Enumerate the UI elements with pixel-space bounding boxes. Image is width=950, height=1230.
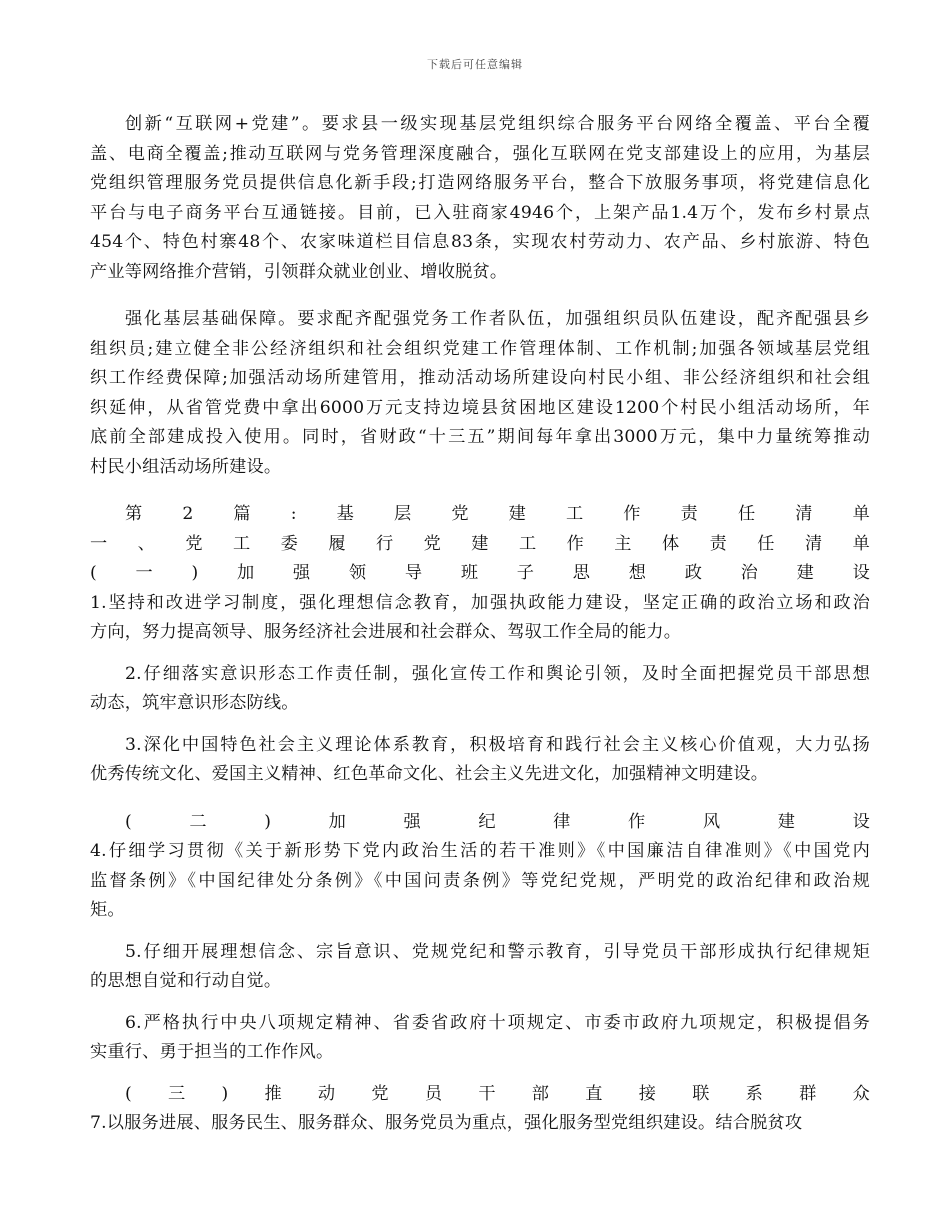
text-line: (二)加强纪律作风建设: [125, 811, 870, 832]
paragraph: [90, 808, 870, 926]
text-line: 创新“互联网+党建”。要求县一级实现基层党组织综合服务平台网络全覆盖、平台全覆: [125, 114, 870, 134]
text-line: 织工作经费保障;加强活动场所建管用，推动活动场所建设向村民小组、非公经济组织和社会组: [90, 368, 870, 388]
text-line: 1.坚持和改进学习制度，强化理想信念教育，加强执政能力建设，坚定正确的政治立场和政治: [90, 592, 870, 613]
paragraph: [90, 500, 870, 648]
text-line: 党组织管理服务党员提供信息化新手段;打造网络服务平台，整合下放服务事项，将党建信息化: [90, 173, 870, 193]
text-line: 3.深化中国特色社会主义理论体系教育，积极培育和践行社会主义核心价值观，大力弘扬: [125, 734, 870, 755]
text-line: 织延伸，从省管党费中拿出6000万元支持边境县贫困地区建设1200个村民小组活动场所，年: [90, 397, 870, 418]
text-line: 4.仔细学习贯彻《关于新形势下党内政治生活的若干准则》《中国廉洁自律准则》《中国党内: [90, 841, 870, 861]
text-line: 优秀传统文化、爱国主义精神、红色革命文化、社会主义先进文化，加强精神文明建设。: [90, 764, 769, 784]
document-body: [90, 110, 870, 1139]
text-line: 强化基层基础保障。要求配齐配强党务工作者队伍，加强组织员队伍建设，配齐配强县乡: [125, 309, 870, 329]
paragraph: [90, 731, 870, 790]
text-line: 村民小组活动场所建设。: [90, 456, 282, 477]
text-line: 的思想自觉和行动自觉。: [90, 971, 282, 991]
text-line: 监督条例》《中国纪律处分条例》《中国问责条例》等党纪党规，严明党的政治纪律和政治规: [90, 870, 870, 891]
text-line: 底前全部建成投入使用。同时，省财政“十三五”期间每年拿出3000万元，集中力量统筹推动: [90, 427, 870, 447]
text-line: 实重行、勇于担当的工作作风。: [90, 1042, 334, 1062]
text-line: (一)加强领导班子思想政治建设: [90, 563, 870, 583]
text-line: 动态，筑牢意识形态防线。: [90, 693, 299, 713]
text-line: 第2篇:基层党建工作责任清单: [125, 504, 870, 524]
paragraph: [90, 660, 870, 719]
paragraph: [90, 305, 870, 482]
text-line: 454个、特色村寨48个、农家味道栏目信息83条，实现农村劳动力、农产品、乡村旅游、特色: [90, 232, 870, 252]
text-line: 组织员;建立健全非公经济组织和社会组织党建工作管理体制、工作机制;加强各领域基层党组: [90, 338, 870, 359]
text-line: 产业等网络推介营销，引领群众就业创业、增收脱贫。: [90, 261, 508, 282]
text-line: 6.严格执行中央八项规定精神、省委省政府十项规定、市委市政府九项规定，积极提倡务: [125, 1012, 870, 1033]
text-line: 一、党工委履行党建工作主体责任清单: [90, 533, 870, 554]
text-line: 5.仔细开展理想信念、宗旨意识、党规党纪和警示教育，引导党员干部形成执行纪律规矩: [125, 941, 870, 962]
text-line: 平台与电子商务平台互通链接。目前，已入驻商家4946个，上架产品1.4万个，发布乡村景点: [90, 202, 870, 223]
text-line: 矩。: [90, 900, 125, 920]
text-line: 盖、电商全覆盖;推动互联网与党务管理深度融合，强化互联网在党支部建设上的应用，为基层: [90, 143, 870, 164]
text-line: 7.以服务进展、服务民生、服务群众、服务党员为重点，强化服务型党组织建设。结合脱贫攻: [90, 1113, 803, 1133]
page-header: 下载后可任意编辑: [427, 58, 523, 71]
paragraph: [90, 1080, 870, 1139]
paragraph: [90, 1009, 870, 1068]
paragraph: [90, 938, 870, 997]
text-line: (三)推动党员干部直接联系群众: [125, 1083, 870, 1104]
text-line: 方向，努力提高领导、服务经济社会进展和社会群众、驾驭工作全局的能力。: [90, 622, 682, 642]
text-line: 2.仔细落实意识形态工作责任制，强化宣传工作和舆论引领，及时全面把握党员干部思想: [125, 663, 870, 684]
paragraph: [90, 110, 870, 287]
